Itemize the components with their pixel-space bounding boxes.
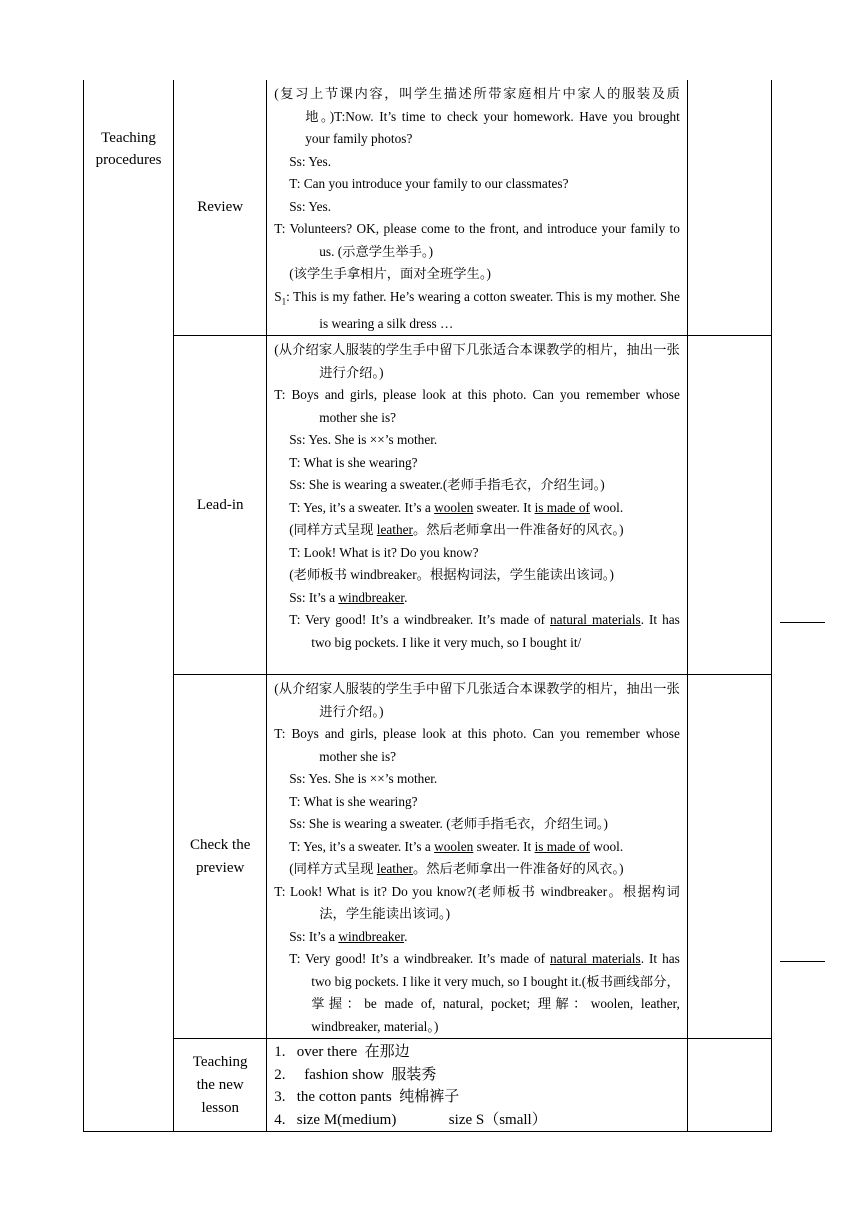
content-line: T: Can you introduce your family to our classmates? [289,176,569,191]
content-line [274,609,680,654]
new-lesson-row [84,1039,772,1132]
notes-cell [687,1039,771,1132]
line-text: Ss: It’s a [289,589,339,605]
notes-cell [687,336,771,675]
vocab-item: 3. the cotton pants 纯棉裤子 [274,1089,460,1106]
review-content [267,80,688,336]
line-text: : This is my father. He’s wearing a cotton sweater. This is my mother. She is wearing a silk dress … [286,288,680,331]
content-line: Ss: She is wearing a sweater. (老师手指毛衣，介绍生词。) [289,816,608,832]
notes-cell [687,675,771,1039]
content-line [274,286,680,336]
content-line: (从介绍家人服装的学生手中留下几张适合本课教学的相片，抽出一张进行介绍。) [274,342,680,380]
leadin-row [84,336,772,675]
review-row [84,80,772,336]
content-line [274,587,680,610]
underlined-term: natural materials [550,951,641,967]
content-line: (复习上节课内容，叫学生描述所带家庭相片中家人的服装及质地。)T:Now. It’s time to check your homework. Have you brought your family photos? [274,86,680,146]
margin-rule [780,961,825,962]
leadin-stage: Lead-in [174,336,267,675]
line-text: T: Very good! It’s a windbreaker. It’s made of [289,951,551,967]
content-line: Ss: Yes. She is ××’s mother. [289,771,438,787]
margin-rule [780,622,825,623]
notes-cell [687,80,771,336]
underlined-term: windbreaker [338,589,405,605]
underlined-term: natural materials [550,612,641,628]
content-line: (从介绍家人服装的学生手中留下几张适合本课教学的相片，抽出一张进行介绍。) [274,681,680,719]
new-lesson-stage [174,1039,267,1132]
line-text: T: Yes, it’s a sweater. It’s a [289,838,435,854]
line-text: T: Yes, it’s a sweater. It’s a [289,499,435,515]
line-text: wool. [589,838,624,854]
procedures-label: Teaching procedures [95,130,162,168]
content-line: T: What is she wearing? [289,454,418,470]
underlined-term: leather [376,861,413,877]
line-text: sweater. It [473,499,535,515]
line-text: Ss: It’s a [289,928,339,944]
content-line: Ss: She is wearing a sweater.(老师手指毛衣，介绍生词。) [289,477,605,493]
content-line: T: Boys and girls, please look at this photo. Can you remember whose mother she is? [274,726,680,764]
line-text: . It has two big pockets. I like it very much, so I bought it/ [311,612,680,650]
underlined-term: windbreaker [338,928,405,944]
content-line [274,519,680,542]
preview-stage: Check the preview [174,675,267,1039]
review-stage: Review [174,80,267,336]
line-text: sweater. It [473,838,535,854]
content-line: T: Look! What is it? Do you know?(老师板书 windbreaker。根据构词法，学生能读出该词。) [274,883,680,922]
content-line [274,836,680,859]
content-line [274,948,680,1038]
procedures-cell [84,80,174,1132]
vocab-item: 2. fashion show 服装秀 [274,1066,437,1083]
content-line: T: What is she wearing? [289,793,418,809]
vocab-item: 4. size M(medium) size S（small） [274,1111,547,1128]
content-line: (老师板书 windbreaker。根据构词法，学生能读出该词。) [289,567,614,583]
line-text: T: Very good! It’s a windbreaker. It’s made of [289,612,551,628]
content-line [274,858,680,881]
content-line: Ss: Yes. She is ××’s mother. [289,432,438,448]
content-line: T: Volunteers? OK, please come to the front, and introduce your family to us. (示意学生举手。) [274,221,680,259]
speaker-subscript: 1 [281,296,287,307]
line-text: (同样方式呈现 [289,522,377,538]
underlined-term: woolen [434,499,474,515]
line-text: 。然后老师拿出一件准备好的风衣。) [412,522,624,538]
content-line: Ss: Yes. [289,153,332,169]
content-line: T: Boys and girls, please look at this photo. Can you remember whose mother she is? [274,387,680,425]
speaker-s: S [274,288,282,304]
line-text: 。然后老师拿出一件准备好的风衣。) [412,861,624,877]
line-text: . [404,928,408,944]
line-text: wool. [589,499,624,515]
leadin-content [267,336,688,675]
preview-row [84,675,772,1039]
content-line [274,926,680,949]
vocab-item: 1. over there 在那边 [274,1044,410,1061]
content-line [274,497,680,520]
underlined-term: leather [376,522,413,538]
content-line: Ss: Yes. [289,198,332,214]
line-text: (同样方式呈现 [289,861,377,877]
underlined-term: is made of [534,499,590,515]
lesson-plan-table [83,80,772,1132]
content-line: (该学生手拿相片，面对全班学生。) [289,266,491,281]
line-text: . [404,589,408,605]
line-text: . It has two big pockets. I like it very much, so I bought it.(板书画线部分，掌握：be made of, natural, pocket; 理解：woolen, leather, windbreaker, material。) [311,951,680,1034]
new-lesson-stage-label: Teaching the new lesson [192,1054,248,1117]
preview-content [267,675,688,1039]
content-line: T: Look! What is it? Do you know? [289,544,479,560]
underlined-term: woolen [434,838,474,854]
underlined-term: is made of [534,838,590,854]
new-lesson-content [267,1039,688,1132]
